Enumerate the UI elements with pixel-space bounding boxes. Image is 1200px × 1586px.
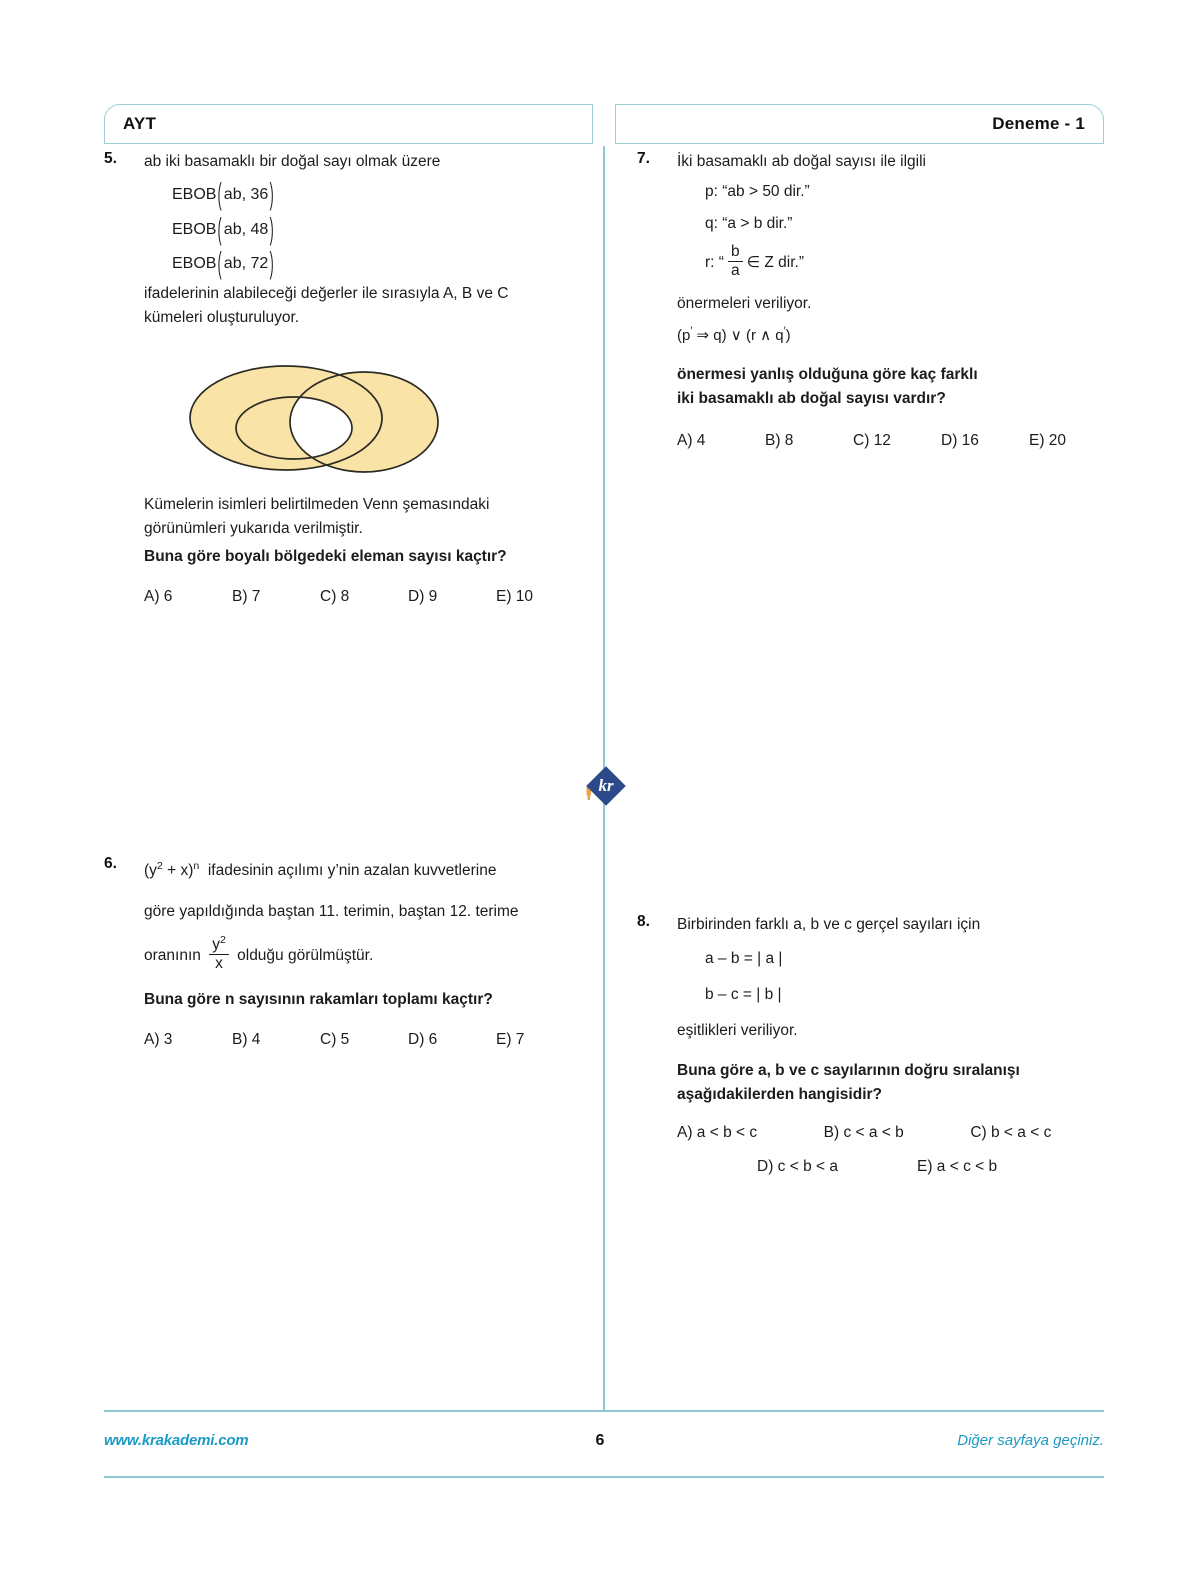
- q6-text-3-pre: oranının: [144, 946, 201, 964]
- proposition-r-fraction: [728, 243, 743, 281]
- q6-fraction: [209, 933, 229, 974]
- q6-fraction-denominator: x: [209, 954, 229, 973]
- header-box-right: [615, 104, 1104, 144]
- footer-page-number: 6: [595, 1432, 605, 1449]
- proposition-r-suffix: ∈ Z dir.”: [746, 253, 804, 271]
- question-6-option-d[interactable]: D) 6: [408, 1031, 438, 1049]
- question-7: [637, 150, 1117, 453]
- question-6-line-1: [144, 855, 584, 886]
- question-7-body: [677, 150, 1117, 453]
- ebob-args-3: ab, 72: [223, 255, 269, 273]
- question-7-after-props: önermeleri veriliyor.: [677, 294, 812, 312]
- question-8-option-e[interactable]: E) a < c < b: [917, 1158, 998, 1176]
- question-6-line-3: [144, 933, 584, 975]
- question-7-option-c[interactable]: C) 12: [853, 431, 891, 449]
- exam-type-title: AYT: [123, 114, 157, 133]
- question-6-option-c[interactable]: C) 5: [320, 1031, 350, 1049]
- ebob-fn-3: EBOB: [172, 255, 217, 273]
- question-5-caption-line-1: Kümelerin isimleri belirtilmeden Venn şemasındaki: [144, 495, 490, 513]
- question-6-option-b[interactable]: B) 4: [232, 1031, 261, 1049]
- question-6-number: 6.: [104, 854, 117, 872]
- proposition-r-quote-open: “: [718, 253, 724, 271]
- question-7-option-a[interactable]: A) 4: [677, 431, 706, 449]
- question-5-option-b[interactable]: B) 7: [232, 587, 261, 605]
- question-8-body: [677, 913, 1117, 1179]
- venn-diagram-figure: [186, 360, 584, 493]
- question-8-options-row-1: [677, 1121, 1117, 1145]
- question-6-options: [144, 1028, 584, 1052]
- q6-fraction-numerator: $y^2$: [212, 933, 226, 953]
- question-7-propositions: [705, 180, 1117, 282]
- right-column: [637, 150, 1117, 1179]
- proposition-r-label: r:: [705, 253, 715, 271]
- question-7-options: [677, 429, 1117, 453]
- question-8-option-a[interactable]: A) a < b < c: [677, 1124, 758, 1142]
- proposition-r-frac-num: b: [730, 243, 740, 261]
- proposition-q: [705, 212, 1117, 236]
- equation-1: a – b = | a |: [705, 949, 783, 967]
- question-5-text-line-1: ifadelerinin alabileceği değerler ile sırasıyla A, B ve C: [144, 284, 509, 302]
- question-5-option-c[interactable]: C) 8: [320, 587, 350, 605]
- question-8: [637, 913, 1117, 1179]
- proposition-r-frac-den: a: [728, 261, 743, 280]
- question-8-intro: Birbirinden farklı a, b ve c gerçel sayıları için: [677, 915, 981, 933]
- question-8-options-row-2: [677, 1155, 1117, 1179]
- ebob-line-2: EBOB ( ab, 48 ): [172, 213, 274, 246]
- question-7-formula: (p′ ⇒ q) ∨ (r ∧ q′): [677, 324, 791, 344]
- left-column: [104, 150, 584, 1053]
- question-5-number: 5.: [104, 150, 117, 167]
- ebob-fn-1: EBOB: [172, 186, 217, 204]
- question-8-after-eqs: eşitlikleri veriliyor.: [677, 1021, 798, 1039]
- question-7-prompt-line-1: önermesi yanlış olduğuna göre kaç farklı: [677, 365, 978, 383]
- question-5-option-d[interactable]: D) 9: [408, 587, 438, 605]
- kr-akademi-logo: [578, 758, 630, 810]
- q6-text-1: ifadesinin açılımı y’nin azalan kuvvetlerine: [207, 861, 497, 879]
- logo-text: kr: [598, 776, 614, 795]
- q6-text-3-post: olduğu görülmüştür.: [237, 946, 374, 964]
- question-6-option-a[interactable]: A) 3: [144, 1031, 173, 1049]
- question-8-prompt-line-2: aşağıdakilerden hangisidir?: [677, 1086, 883, 1103]
- proposition-r: [705, 244, 1117, 282]
- ebob-args-1: ab, 36: [223, 186, 269, 204]
- footer-rule-top: [104, 1410, 1104, 1412]
- question-8-prompt-line-1: Buna göre a, b ve c sayılarının doğru sıralanışı: [677, 1061, 1020, 1079]
- question-7-prompt-line-2: iki basamaklı ab doğal sayısı vardır?: [677, 389, 946, 407]
- question-8-option-b[interactable]: B) c < a < b: [823, 1124, 904, 1142]
- venn-shaded-region: [190, 366, 438, 472]
- proposition-p: [705, 180, 1117, 204]
- ebob-line-1: EBOB ( ab, 36 ): [172, 179, 274, 212]
- proposition-p-label: p:: [705, 183, 718, 201]
- question-5-body: [144, 150, 584, 609]
- question-6: [104, 855, 584, 1053]
- question-5-option-e[interactable]: E) 10: [496, 587, 534, 605]
- question-5-option-a[interactable]: A) 6: [144, 587, 173, 605]
- ebob-args-2: ab, 48: [223, 220, 269, 238]
- question-6-body: [144, 855, 584, 1053]
- question-8-option-c[interactable]: C) b < a < c: [970, 1124, 1052, 1142]
- footer-next-page-note: Diğer sayfaya geçiniz.: [957, 1432, 1104, 1449]
- proposition-q-text: “a > b dir.”: [722, 215, 793, 233]
- q6-expr-exponent-2: n: [193, 859, 200, 872]
- proposition-q-label: q:: [705, 215, 718, 233]
- question-6-prompt: Buna göre n sayısının rakamları toplamı kaçtır?: [144, 991, 493, 1009]
- footer-website-link[interactable]: www.krakademi.com: [104, 1432, 249, 1449]
- question-7-option-d[interactable]: D) 16: [941, 431, 979, 449]
- ebob-line-3: EBOB ( ab, 72 ): [172, 248, 274, 281]
- kr-akademi-logo-svg: [578, 758, 630, 810]
- question-7-number: 7.: [637, 150, 650, 167]
- proposition-p-text: “ab > 50 dir.”: [722, 183, 810, 201]
- question-6-line-2: göre yapıldığında baştan 11. terimin, baştan 12. terime: [144, 902, 519, 920]
- question-8-option-d[interactable]: D) c < b < a: [757, 1158, 838, 1176]
- question-6-option-e[interactable]: E) 7: [496, 1031, 525, 1049]
- equation-2: b – c = | b |: [705, 985, 782, 1003]
- header-box-left: [104, 104, 593, 144]
- test-name-title: Deneme - 1: [992, 114, 1085, 133]
- ebob-fn-2: EBOB: [172, 220, 217, 238]
- q6-expr-mid: + x): [162, 861, 194, 879]
- question-5: [104, 150, 584, 609]
- question-5-math-block: [172, 178, 584, 282]
- footer-rule-bottom: [104, 1476, 1104, 1478]
- question-5-options: [144, 585, 584, 609]
- question-7-option-b[interactable]: B) 8: [765, 431, 794, 449]
- venn-diagram-svg: [186, 360, 486, 485]
- question-8-equations: [705, 947, 1117, 1007]
- question-5-prompt: Buna göre boyalı bölgedeki eleman sayısı kaçtır?: [144, 547, 507, 565]
- question-8-number: 8.: [637, 912, 650, 930]
- q6-expr-open: (y: [144, 861, 157, 879]
- question-7-intro: İki basamaklı ab doğal sayısı ile ilgili: [677, 153, 926, 170]
- question-5-caption-line-2: görünümleri yukarıda verilmiştir.: [144, 519, 363, 537]
- question-5-text-line-2: kümeleri oluşturuluyor.: [144, 308, 300, 326]
- question-7-option-e[interactable]: E) 20: [1029, 431, 1067, 449]
- question-5-intro: ab iki basamaklı bir doğal sayı olmak üzere: [144, 153, 441, 170]
- q6-expr-exponent-1: 2: [156, 859, 163, 872]
